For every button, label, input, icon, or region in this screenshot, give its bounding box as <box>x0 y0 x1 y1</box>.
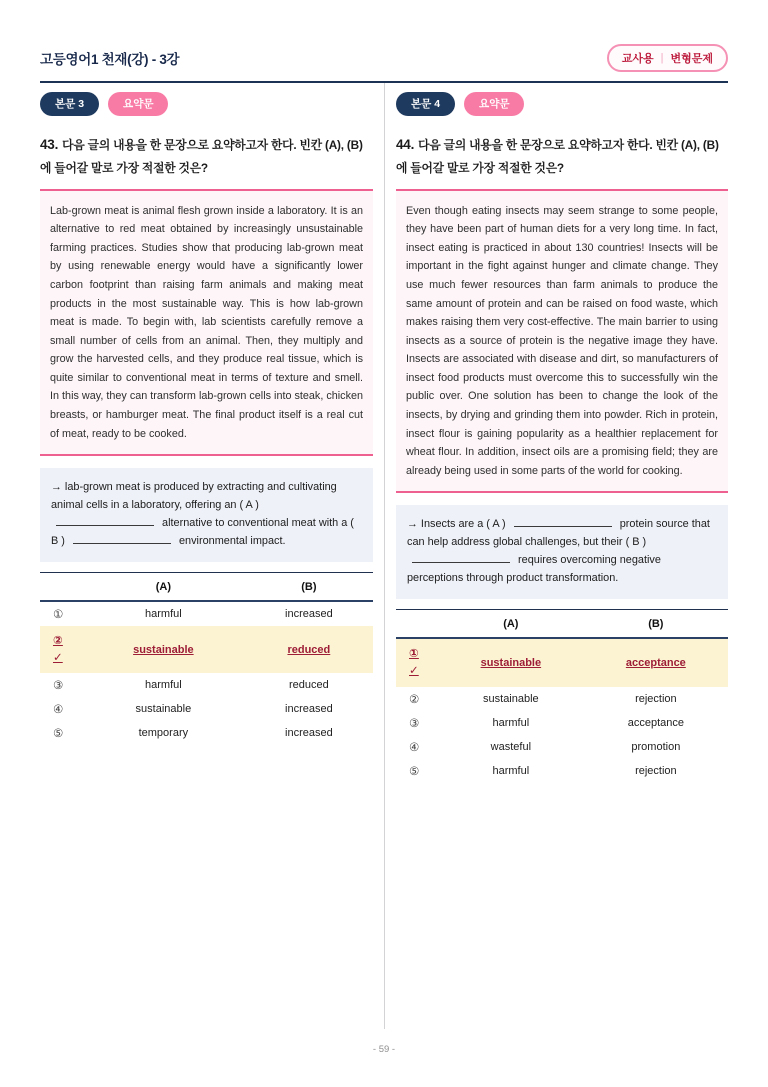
page-number: - 59 - <box>372 1044 396 1055</box>
option-a-value: harmful <box>145 608 182 621</box>
option-b-value: promotion <box>631 740 681 753</box>
option-a-value: wasteful <box>490 740 532 753</box>
option-row <box>40 673 373 697</box>
badge-row <box>396 92 728 116</box>
option-b-value: increased <box>285 703 333 716</box>
option-a-value: sustainable <box>480 656 542 669</box>
option-number: ⑤ <box>53 728 64 741</box>
options-table-head <box>40 573 373 602</box>
option-b-value: increased <box>285 727 333 740</box>
passage-text: Lab-grown meat is animal flesh grown inside a laboratory. It is an alternative to red meat obtained by increasingly unsustainable farming practices. Studies show that producing lab-grown meat by using renewable energy would have a significantly lower carbon footprint than raising farm animals and making meat products in the most sustainable way. This is how lab-grown meat is made. To begin with, lab scientists carefully remove a small number of cells from an animal. Then, they multiply and grow the harvested cells, and they produce real tissue, which is quite similar to conventional meat in terms of texture and smell. In this way, they can transform lab-grown cells into steak, chicken breasts, or hamburger meat. The final product itself is a real cut of meat, ready to be cooked. <box>50 204 363 440</box>
type-badge: 요약문 <box>464 92 524 116</box>
option-number <box>396 638 438 686</box>
badge-divider: | <box>660 52 664 64</box>
option-a-value: harmful <box>145 679 182 692</box>
question-column <box>40 83 384 1029</box>
option-a-value: sustainable <box>483 692 539 705</box>
options-table-body <box>396 638 728 782</box>
option-row <box>40 601 373 626</box>
option-row <box>396 711 728 735</box>
option-number: ④ <box>409 741 420 754</box>
options-table-body <box>40 601 373 745</box>
options-header-row <box>396 610 728 639</box>
columns <box>40 83 728 1029</box>
option-number: ② <box>409 693 420 706</box>
option-row-correct <box>40 626 373 673</box>
question-prompt: 다음 글의 내용을 한 문장으로 요약하고자 한다. 빈칸 (A), (B)에 들어갈 말로 가장 적절한 것은? <box>40 138 363 175</box>
passage-box <box>396 189 728 493</box>
option-b-value: rejection <box>635 764 677 777</box>
col-b-header: (B) <box>584 610 728 639</box>
option-b-value: acceptance <box>625 656 686 669</box>
summary-text: → lab-grown meat is produced by extracting and cultivating animal cells in a laboratory, offering an ( A ) alternative to conventional meat with a ( B ) environmental impact. <box>51 481 354 548</box>
option-number: ① <box>53 609 64 622</box>
passage-text: Even though eating insects may seem strange to some people, they have been part of human diets for a very long time. In fact, insect eating is practiced in about 130 countries! Insects will be important in the fight against hunger and climate change. They use much fewer resources than farm animals to produce the same amount of protein and can be raised on food waste, which makes raising them very cost-effective. The main barrier to using insects as a source of protein is the negative image they have. Insects are associated with disease and dirt, so manufacturers of insect food products must overcome this to successfully win the public over. One solution has been to change the look of the insects, by drying and grinding them into powder. Rich in protein, insect flour is gaining popularity as a healthier replacement for wheat flour. In addition, insect oils are a promising field; they are already being used in some parts of the world for cooking. <box>406 204 718 477</box>
question-number: 43. <box>40 137 59 152</box>
page-title: 고등영어1 천재(강) - 3강 <box>40 52 180 67</box>
question-number: 44. <box>396 137 415 152</box>
answer-blank-line <box>56 519 154 526</box>
option-number: ③ <box>409 717 420 730</box>
question-prompt-block <box>396 133 728 180</box>
option-b-value: rejection <box>635 692 677 705</box>
option-a-value: sustainable <box>133 643 194 656</box>
answer-blank-line <box>514 520 612 527</box>
badge-row <box>40 92 373 116</box>
option-number: ④ <box>53 704 64 717</box>
option-row <box>396 735 728 759</box>
summary-box <box>396 505 728 599</box>
option-a-value: harmful <box>492 764 530 777</box>
option-number-glyph: ① <box>409 648 419 661</box>
option-row <box>396 759 728 783</box>
option-row <box>396 687 728 711</box>
answer-blank-line <box>412 556 510 563</box>
options-table <box>40 572 373 745</box>
option-number <box>40 626 82 673</box>
option-b-value: reduced <box>287 643 331 656</box>
option-number-glyph: ② <box>53 635 63 648</box>
option-row <box>40 697 373 721</box>
option-a-value: sustainable <box>135 703 192 716</box>
summary-text: → Insects are a ( A ) protein source that can help address global challenges, but their ( B ) requires overcoming negative perceptions through product transformation. <box>407 518 710 585</box>
question-prompt-block <box>40 133 373 180</box>
option-b-value: increased <box>285 608 333 621</box>
option-a-value: temporary <box>138 727 189 740</box>
col-b-header: (B) <box>245 573 373 602</box>
option-row <box>40 721 373 745</box>
badge-left-label: 교사용 <box>621 53 654 65</box>
col-a-header: (A) <box>82 573 245 602</box>
number-column-header <box>396 610 438 639</box>
options-table-head <box>396 610 728 639</box>
check-icon: ✓ <box>53 651 63 664</box>
option-number: ③ <box>53 680 64 693</box>
option-a-value: harmful <box>492 716 530 729</box>
source-badge: 본문 3 <box>40 92 99 116</box>
passage-box <box>40 189 373 456</box>
answer-blank-line <box>73 537 171 544</box>
number-column-header <box>40 573 82 602</box>
col-a-header: (A) <box>438 610 584 639</box>
option-b-value: reduced <box>288 679 329 692</box>
options-header-row <box>40 573 373 602</box>
option-number: ⑤ <box>409 765 420 778</box>
summary-box <box>40 468 373 562</box>
source-badge: 본문 4 <box>396 92 455 116</box>
type-badge: 요약문 <box>108 92 168 116</box>
option-row-correct <box>396 638 728 686</box>
option-b-value: acceptance <box>627 716 684 729</box>
options-table <box>396 609 728 782</box>
check-icon: ✓ <box>409 664 419 677</box>
teacher-edition-badge <box>607 44 728 72</box>
badge-right-label: 변형문제 <box>670 53 713 65</box>
question-column <box>384 83 728 1029</box>
page-header <box>40 44 728 83</box>
question-prompt: 다음 글의 내용을 한 문장으로 요약하고자 한다. 빈칸 (A), (B)에 들어갈 말로 가장 적절한 것은? <box>396 138 719 175</box>
